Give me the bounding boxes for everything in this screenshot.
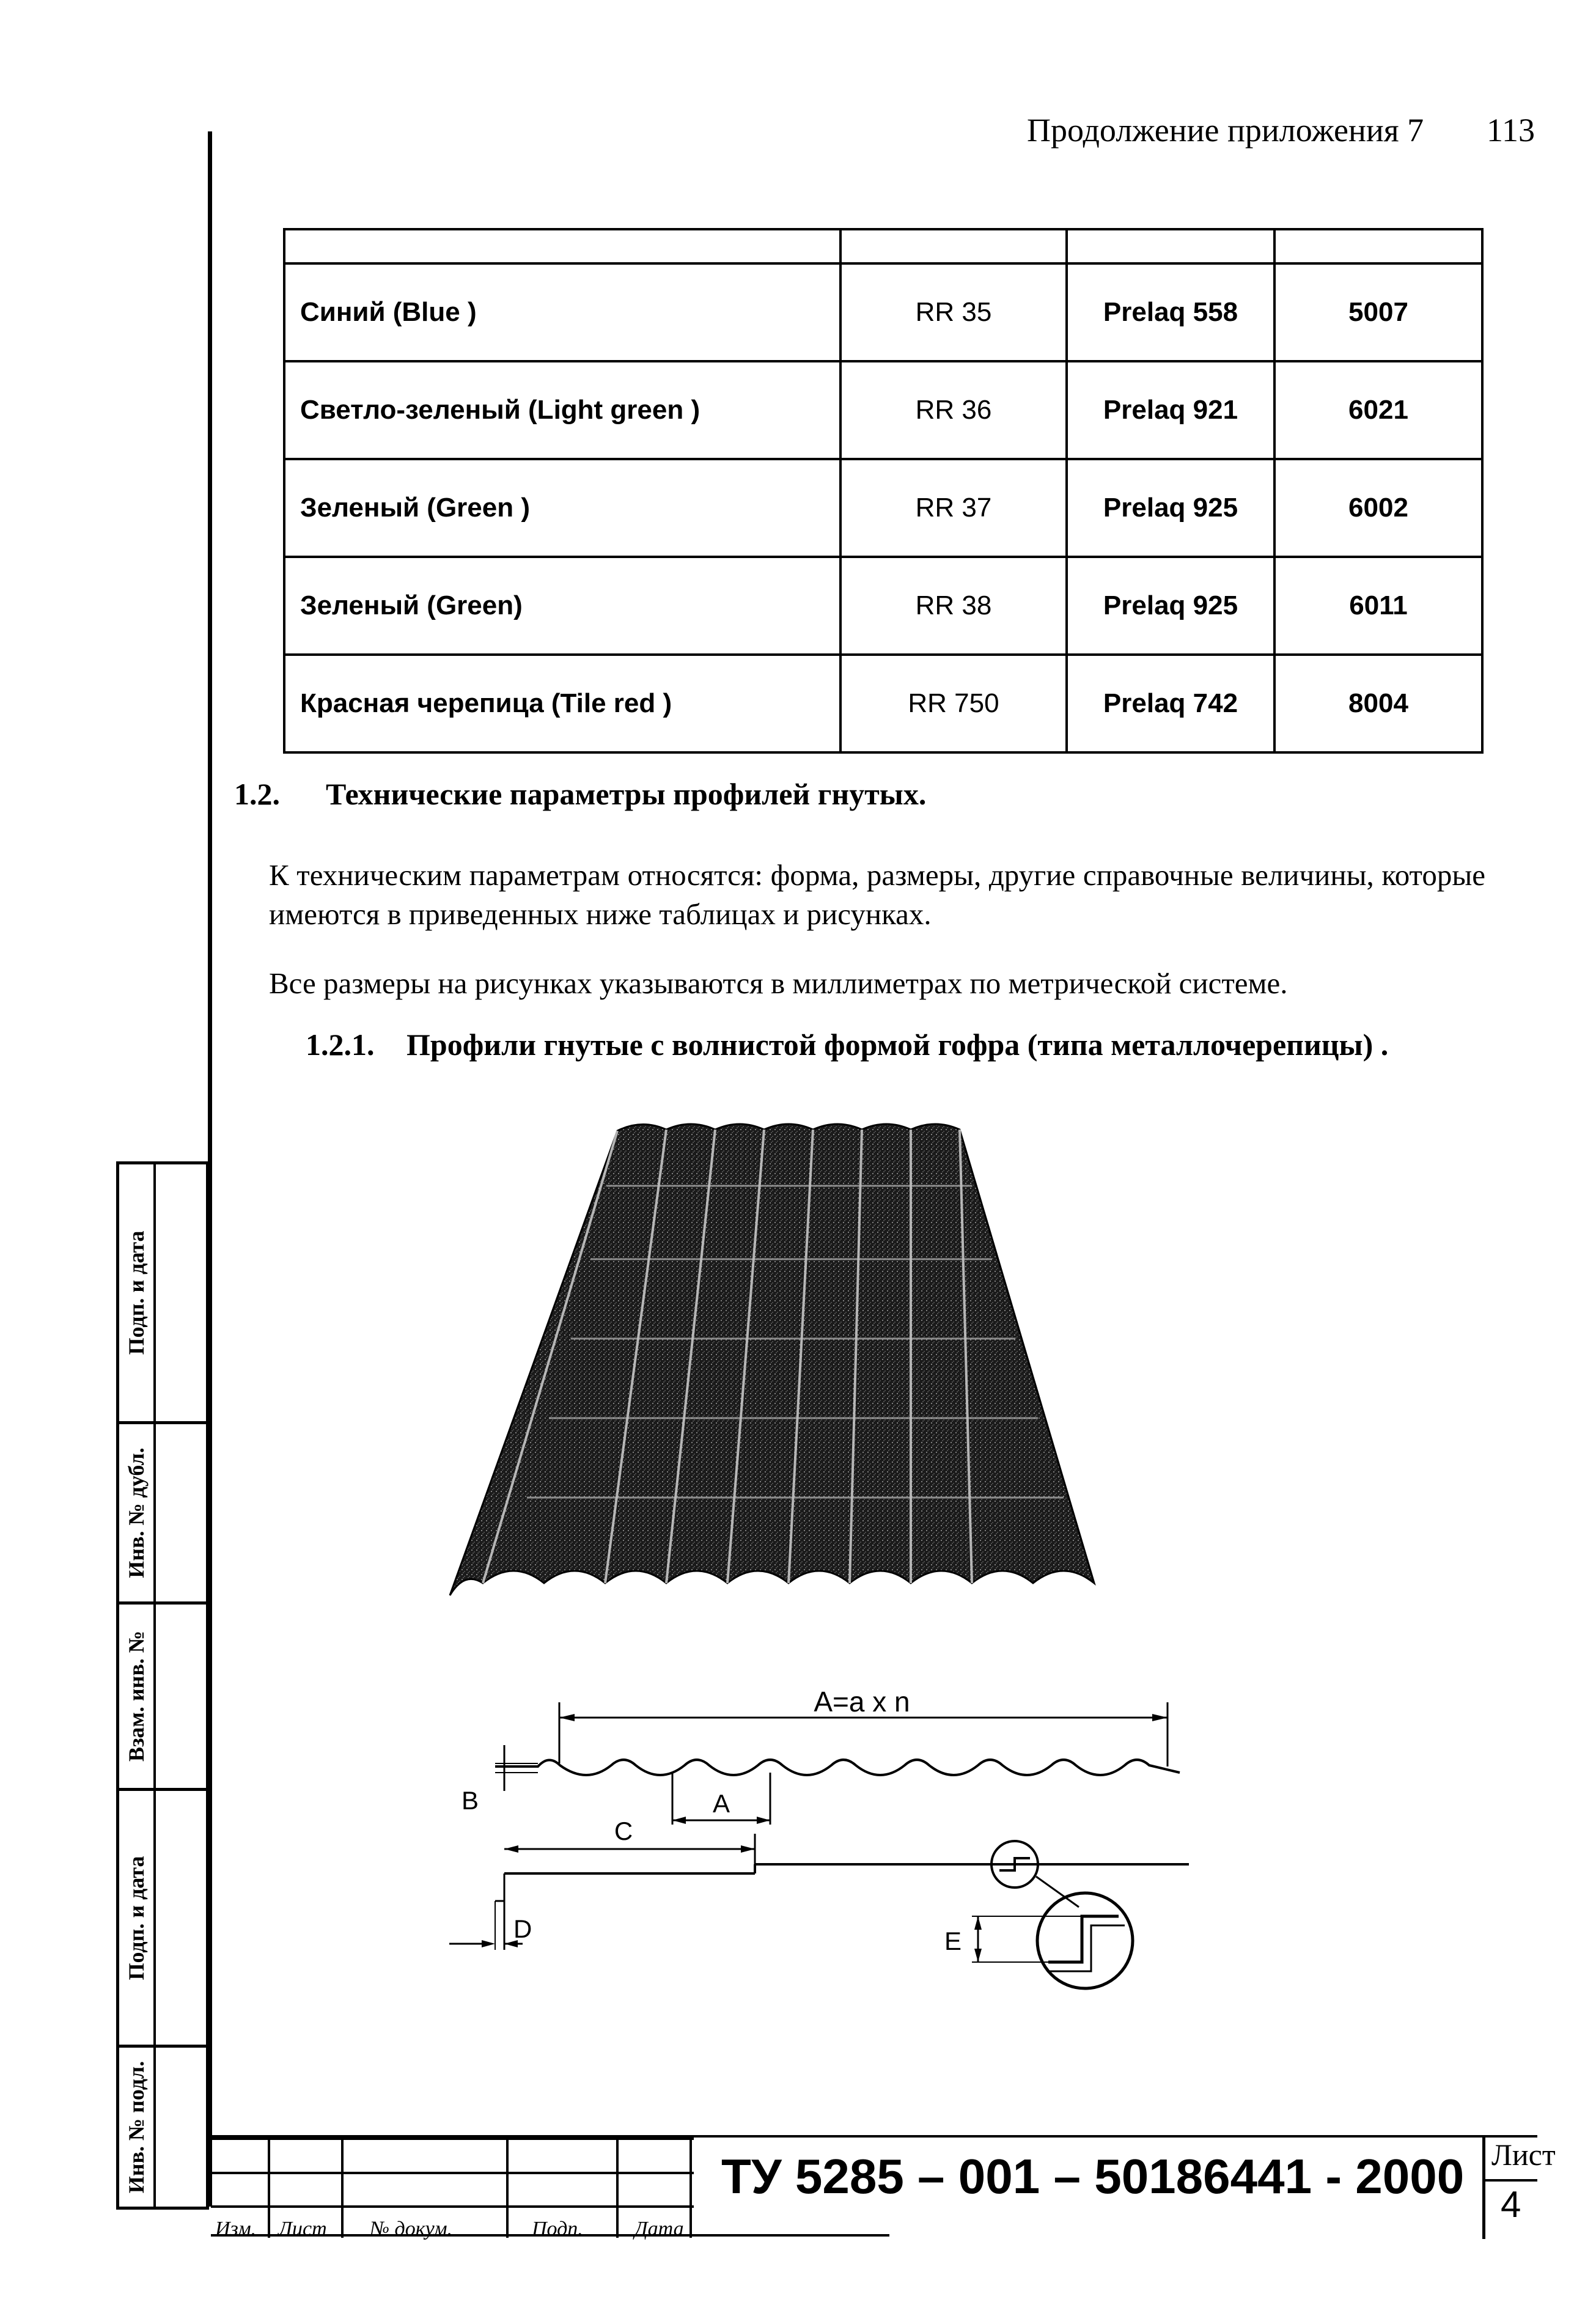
profile-dimension-drawing — [440, 1687, 1198, 2029]
table-row — [284, 459, 1482, 557]
page-number: 113 — [1487, 112, 1535, 149]
stamp-label: Инв. № дубл. — [124, 1447, 149, 1578]
table-header-cell — [284, 229, 840, 263]
title-block-label-izm: Изм. — [215, 2218, 257, 2240]
stamp-box — [119, 1421, 206, 1601]
color-name: Красная черепица (Tile red ) — [284, 655, 840, 752]
document-designation: ТУ 5285 – 001 – 50186441 - 2000 — [721, 2149, 1465, 2204]
ral-code: 6021 — [1274, 361, 1482, 459]
dim-label-b: B — [462, 1786, 479, 1815]
stamp-box — [119, 1164, 206, 1421]
prelaq-code: Prelaq 558 — [1067, 263, 1274, 361]
color-name: Синий (Blue ) — [284, 263, 840, 361]
paragraph-technical-params: К техническим параметрам относятся: форма, размеры, другие справочные величины, которые имеются в приведенных ниже таблицах и рисунках. — [269, 858, 1485, 931]
metal-tile-sheet-illustration — [446, 1119, 1112, 1638]
prelaq-code: Prelaq 921 — [1067, 361, 1274, 459]
table-row — [284, 655, 1482, 752]
rr-code: RR 37 — [840, 459, 1067, 557]
paragraph-units: Все размеры на рисунках указываются в миллиметрах по метрической системе. — [269, 966, 1288, 1000]
section-heading-1-2 — [234, 776, 926, 812]
section-title: Технические параметры профилей гнутых. — [326, 777, 927, 811]
section-number: 1.2.1. — [306, 1028, 375, 1062]
approval-stamp-column — [116, 1161, 209, 2210]
dim-label-a-total: A=a x n — [814, 1687, 910, 1718]
prelaq-code: Prelaq 925 — [1067, 459, 1274, 557]
prelaq-code: Prelaq 925 — [1067, 557, 1274, 655]
title-block-sheet-divider — [1482, 2135, 1485, 2239]
prelaq-code: Prelaq 742 — [1067, 655, 1274, 752]
title-block-label-date: Дата — [634, 2218, 684, 2240]
sheet-label: Лист — [1491, 2138, 1556, 2172]
stamp-box — [119, 2045, 206, 2207]
rr-code: RR 750 — [840, 655, 1067, 752]
dim-label-a: A — [712, 1789, 730, 1818]
title-block-top-line — [211, 2135, 1537, 2138]
section-title: Профили гнутые с волнистой формой гофра (типа металлочерепицы) . — [406, 1028, 1389, 1062]
stamp-label: Инв. № подл. — [124, 2061, 149, 2194]
title-block-sheet-rule — [1482, 2179, 1537, 2182]
section-heading-1-2-1 — [306, 1027, 1388, 1062]
table-header-cell — [1274, 229, 1482, 263]
dim-label-d: D — [513, 1914, 532, 1943]
stamp-label: Подп. и дата — [124, 1230, 149, 1355]
table-row — [284, 557, 1482, 655]
title-block-label-sign: Подп. — [532, 2218, 583, 2240]
stamp-label-box — [119, 2048, 156, 2207]
rr-code: RR 35 — [840, 263, 1067, 361]
stamp-box — [119, 1788, 206, 2045]
table-row — [284, 263, 1482, 361]
dim-label-c: C — [614, 1817, 633, 1845]
title-block-label-doc: № докум. — [370, 2218, 453, 2240]
color-name: Зеленый (Green ) — [284, 459, 840, 557]
stamp-label-box — [119, 1424, 156, 1601]
table-header-row — [284, 229, 1482, 263]
title-block-label-list: Лист — [278, 2218, 327, 2240]
dim-label-e: E — [944, 1927, 962, 1955]
color-name: Светло-зеленый (Light green ) — [284, 361, 840, 459]
section-number: 1.2. — [234, 777, 280, 811]
sheet-number: 4 — [1501, 2184, 1521, 2225]
color-name: Зеленый (Green) — [284, 557, 840, 655]
ral-code: 6002 — [1274, 459, 1482, 557]
stamp-label: Взам. инв. № — [124, 1630, 149, 1762]
color-table — [283, 228, 1484, 754]
rr-code: RR 38 — [840, 557, 1067, 655]
ral-code: 8004 — [1274, 655, 1482, 752]
ral-code: 5007 — [1274, 263, 1482, 361]
table-header-cell — [840, 229, 1067, 263]
table-header-cell — [1067, 229, 1274, 263]
stamp-label-box — [119, 1791, 156, 2045]
stamp-label: Подп. и дата — [124, 1855, 149, 1980]
stamp-label-box — [119, 1164, 156, 1421]
stamp-label-box — [119, 1605, 156, 1788]
page-header: Продолжение приложения 7 — [1027, 112, 1424, 149]
stamp-box — [119, 1601, 206, 1788]
table-row — [284, 361, 1482, 459]
ral-code: 6011 — [1274, 557, 1482, 655]
rr-code: RR 36 — [840, 361, 1067, 459]
